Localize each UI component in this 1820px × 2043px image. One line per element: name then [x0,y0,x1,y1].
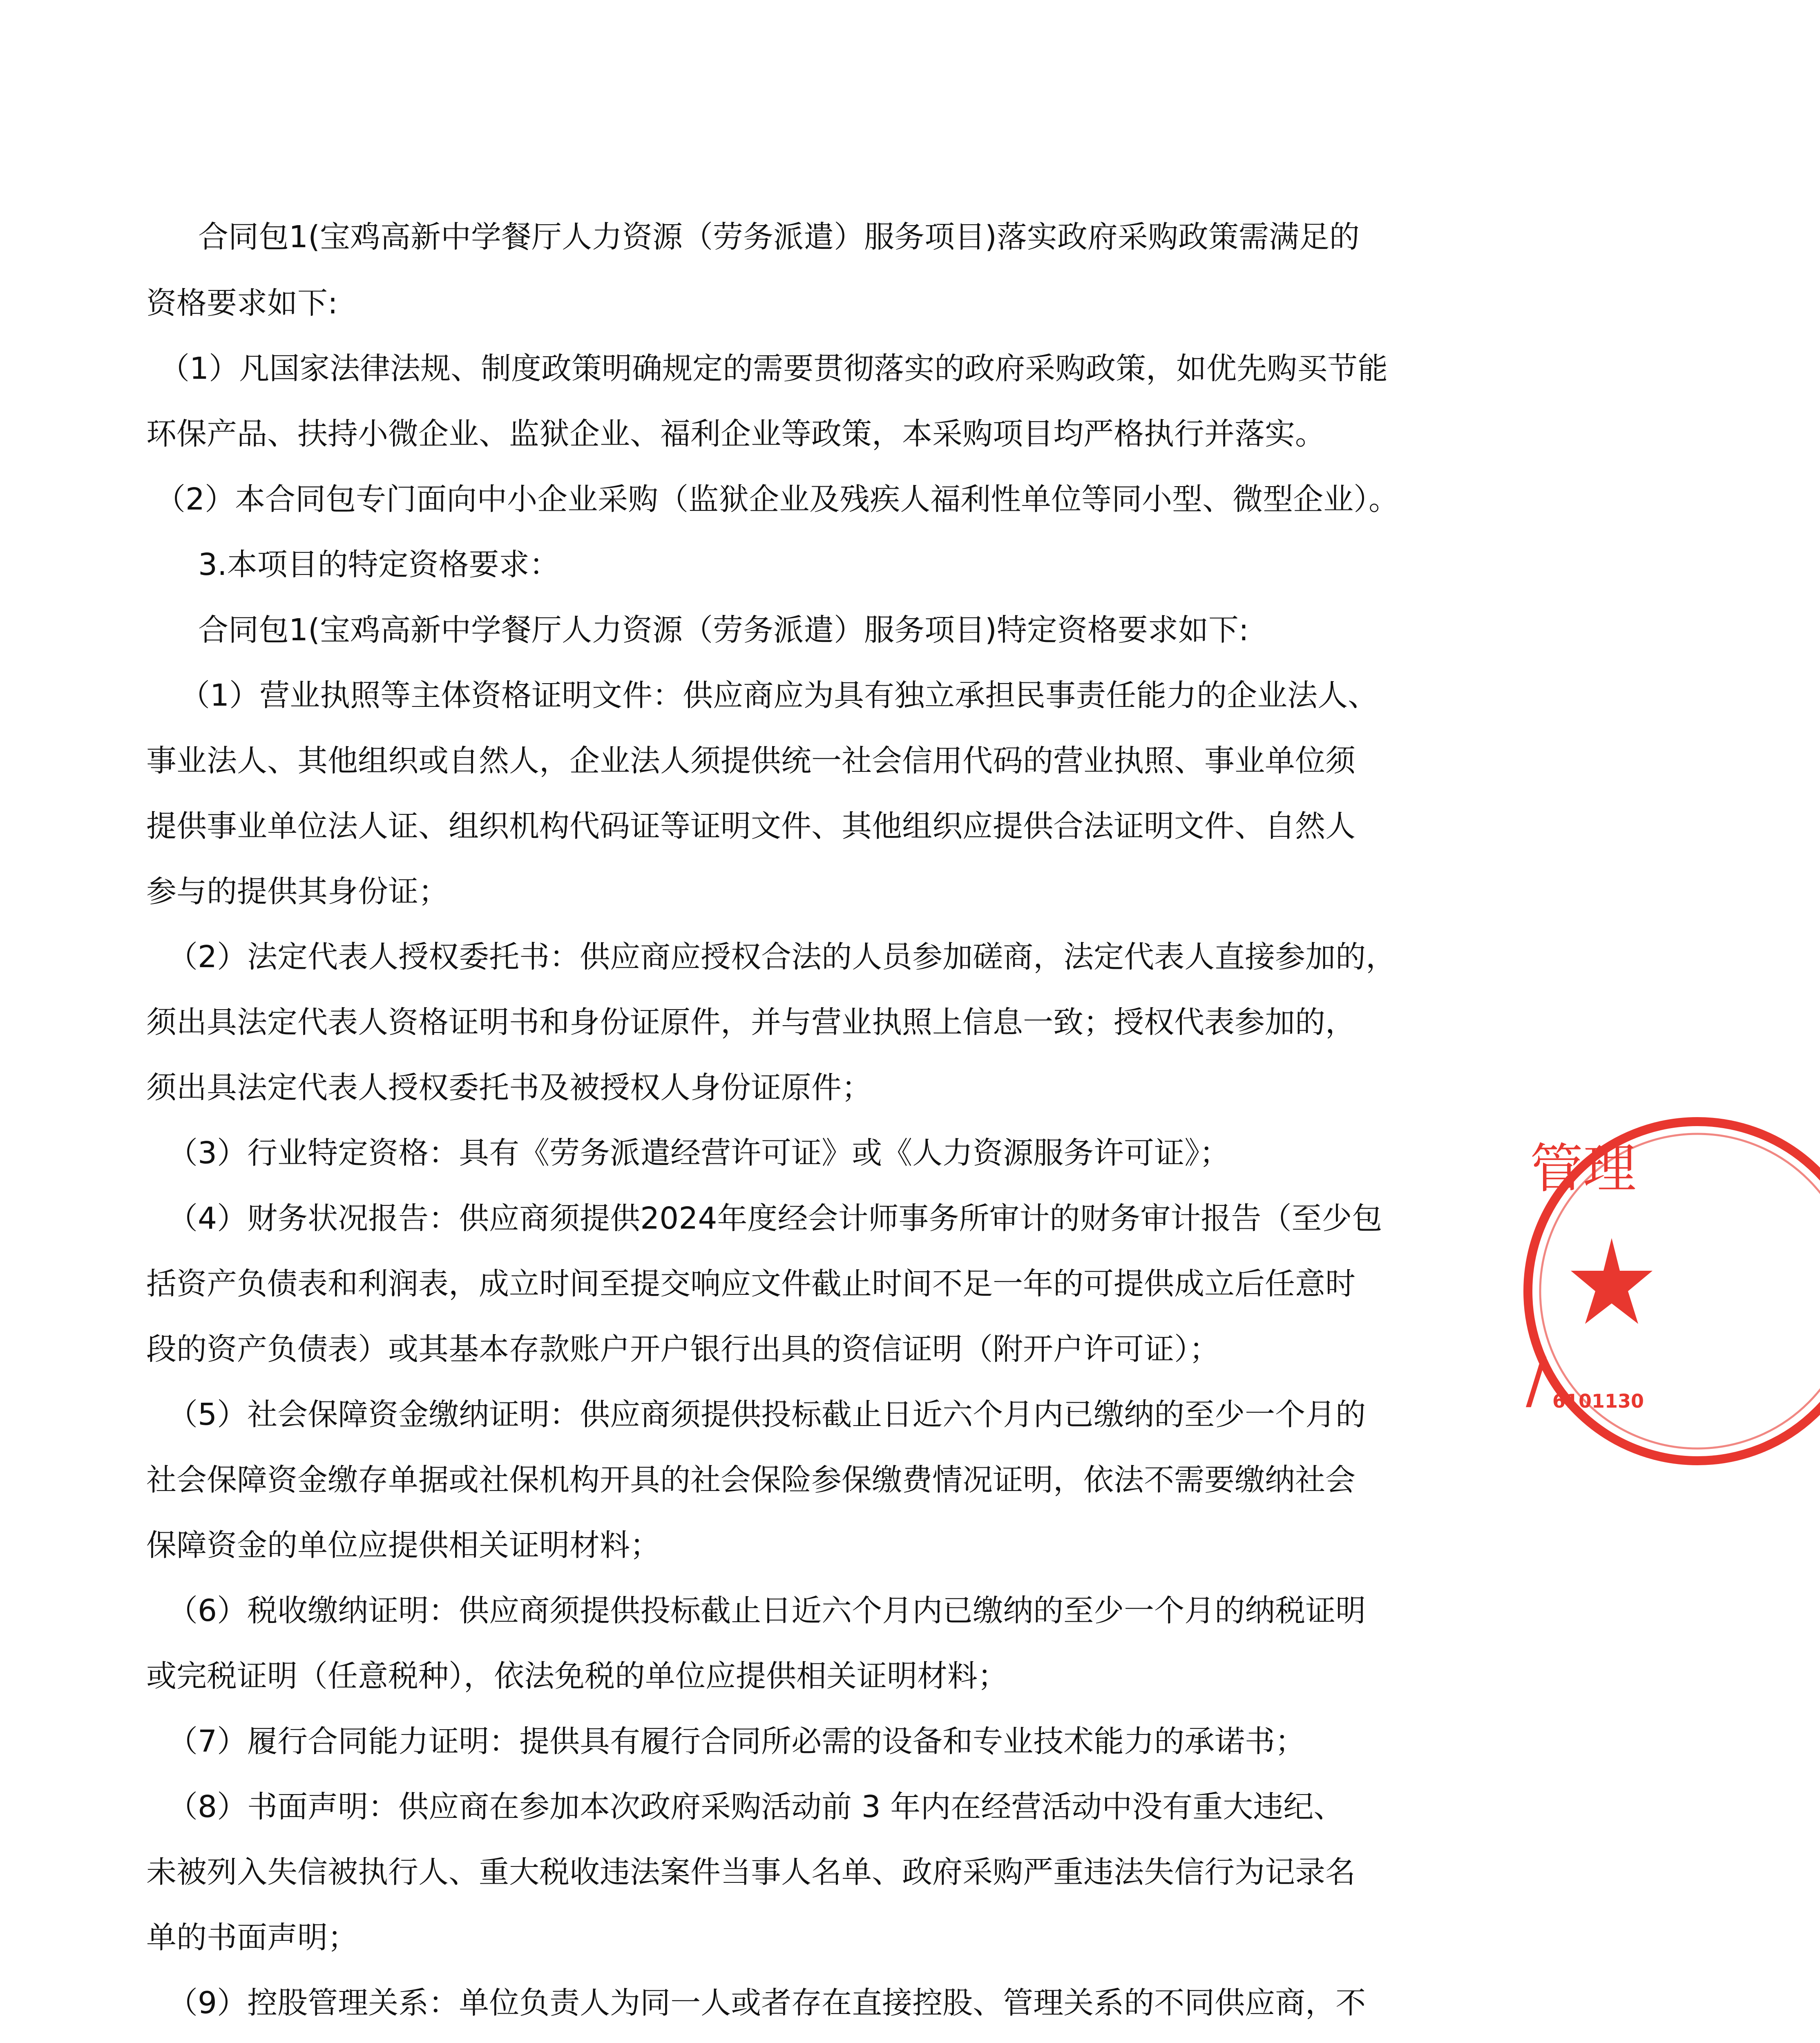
paragraph-line: （1）凡国家法律法规、制度政策明确规定的需要贯彻落实的政府采购政策，如优先购买节能 [159,351,1388,386]
paragraph-line: （2）法定代表人授权委托书：供应商应授权合法的人员参加磋商，法定代表人直接参加的， [167,939,1396,975]
paragraph-line: 资格要求如下: [146,286,338,321]
paragraph-line [146,2040,1768,2043]
paragraph-line: 事业法人、其他组织或自然人，企业法人须提供统一社会信用代码的营业执照、事业单位须 [146,743,1356,778]
paragraph-line: 合同包1(宝鸡高新中学餐厅人力资源（劳务派遣）服务项目)特定资格要求如下: [198,612,1249,648]
paragraph-line: 段的资产负债表）或其基本存款账户开户银行出具的资信证明（附开户许可证）； [146,1332,1219,1367]
paragraph-line: （9）控股管理关系：单位负责人为同一人或者存在直接控股、管理关系的不同供应商，不 [167,1985,1366,2021]
paragraph-line: （2）本合同包专门面向中小企业采购（监狱企业及残疾人福利性单位等同小型、微型企业）。 [155,482,1399,517]
paragraph-line: （3）行业特定资格：具有《劳务派遣经营许可证》或《人力资源服务许可证》； [167,1135,1230,1171]
seal-fragment: / [1526,1345,1547,1416]
paragraph-line: 社会保障资金缴存单据或社保机构开具的社会保险参保缴费情况证明，依法不需要缴纳社会 [146,1462,1356,1498]
seal-text-top: 管理 [1530,1138,1637,1200]
paragraph-line: （7）履行合同能力证明：提供具有履行合同所必需的设备和专业技术能力的承诺书； [167,1724,1306,1759]
paragraph-line: 括资产负债表和利润表，成立时间至提交响应文件截止时间不足一年的可提供成立后任意时 [146,1266,1356,1301]
paragraph-line: 单的书面声明； [146,1920,358,1955]
paragraph-line: 须出具法定代表人授权委托书及被授权人身份证原件； [146,1070,872,1105]
paragraph-line: （6）税收缴纳证明：供应商须提供投标截止日近六个月内已缴纳的至少一个月的纳税证明 [167,1593,1366,1628]
paragraph-line: 参与的提供其身份证； [146,874,449,909]
paragraph-line: （1）营业执照等主体资格证明文件：供应商应为具有独立承担民事责任能力的企业法人、 [180,678,1378,713]
paragraph-line: 或完税证明（任意税种），依法免税的单位应提供相关证明材料； [146,1659,1008,1694]
seal-text-bottom: 6101130 [1552,1390,1644,1412]
paragraph-line: （5）社会保障资金缴纳证明：供应商须提供投标截止日近六个月内已缴纳的至少一个月的 [167,1397,1366,1432]
paragraph-line: 提供事业单位法人证、组织机构代码证等证明文件、其他组织应提供合法证明文件、自然人 [146,809,1356,844]
paragraph-line: 环保产品、扶持小微企业、监狱企业、福利企业等政策，本采购项目均严格执行并落实。 [146,416,1325,452]
paragraph-line: （8）书面声明：供应商在参加本次政府采购活动前 3 年内在经营活动中没有重大违纪、 [167,1789,1344,1824]
paragraph-line: 须出具法定代表人资格证明书和身份证原件，并与营业执照上信息一致；授权代表参加的， [146,1005,1356,1040]
company-seal [1522,1115,1644,1467]
paragraph-line: 未被列入失信被执行人、重大税收违法案件当事人名单、政府采购严重违法失信行为记录名 [146,1855,1356,1890]
paragraph-line: 保障资金的单位应提供相关证明材料； [146,1528,660,1563]
paragraph-line: （4）财务状况报告：供应商须提供2024年度经会计师事务所审计的财务审计报告（至少包 [167,1201,1382,1236]
section-heading: 3.本项目的特定资格要求： [198,547,560,582]
paragraph-line: 合同包1(宝鸡高新中学餐厅人力资源（劳务派遣）服务项目)落实政府采购政策需满足的 [198,219,1360,255]
